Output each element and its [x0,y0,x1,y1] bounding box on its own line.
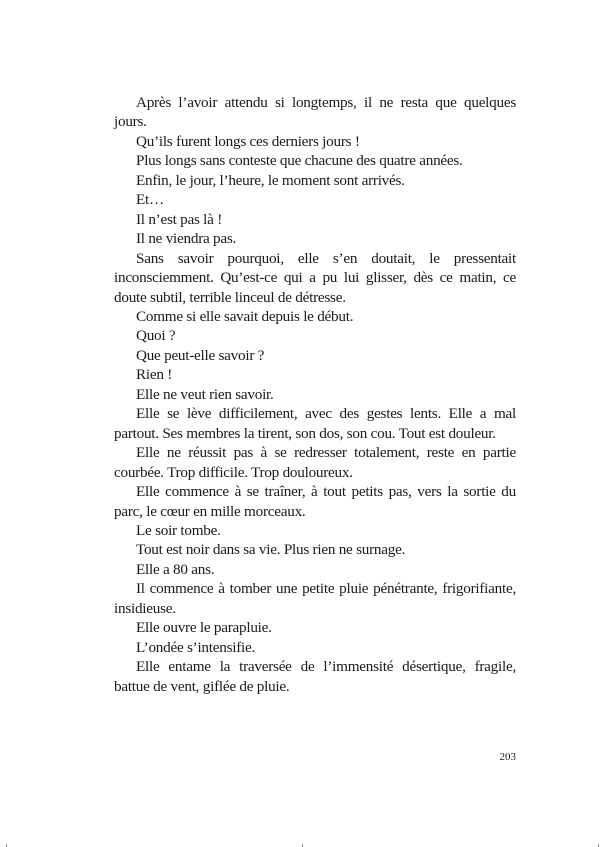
paragraph: Elle ouvre le parapluie. [136,619,272,637]
paragraph: Enfin, le jour, l’heure, le moment sont arrivés. [136,171,405,189]
paragraph: Qu’ils furent longs ces derniers jours ! [136,132,360,150]
paragraph: Sans savoir pourquoi, elle s’en doutait, le pressentait inconsciemment. Qu’est-ce qui a pu lui glisser, dès ce matin, ce doute subtil, terrible linceul de détresse. [114,249,516,306]
paragraph: Il n’est pas là ! [136,210,222,228]
paragraph: Que peut-elle savoir ? [136,346,265,364]
paragraph: Après l’avoir attendu si longtemps, il ne resta que quelques jours. [114,94,516,131]
body-text [114,93,516,696]
paragraph: Elle a 80 ans. [136,560,215,578]
paragraph: Elle commence à se traîner, à tout petits pas, vers la sortie du parc, le cœur en mille morceaux. [114,483,516,520]
paragraph: Plus longs sans conteste que chacune des quatre années. [136,152,463,170]
paragraph: Et… [136,191,164,209]
paragraph: Rien ! [136,366,173,384]
paragraph: Elle se lève difficilement, avec des gestes lents. Elle a mal partout. Ses membres la tirent, son dos, son cou. Tout est douleur. [114,405,516,442]
paragraph: Elle ne veut rien savoir. [136,385,274,403]
paragraph: Quoi ? [136,327,176,345]
paragraph: Elle ne réussit pas à se redresser totalement, reste en partie courbée. Trop difficile. Trop douloureux. [114,444,516,481]
paragraph: L’ondée s’intensifie. [136,638,256,656]
paragraph: Comme si elle savait depuis le début. [136,307,354,325]
paragraph: Il commence à tomber une petite pluie pénétrante, frigorifiante, insidieuse. [114,580,516,617]
paragraph: Tout est noir dans sa vie. Plus rien ne surnage. [136,541,406,559]
paragraph: Le soir tombe. [136,521,221,539]
page-number: 203 [499,751,516,763]
paragraph: Elle entame la traversée de l’immensité désertique, fragile, battue de vent, giflée de pluie. [114,658,516,695]
paragraph: Il ne viendra pas. [136,230,237,248]
